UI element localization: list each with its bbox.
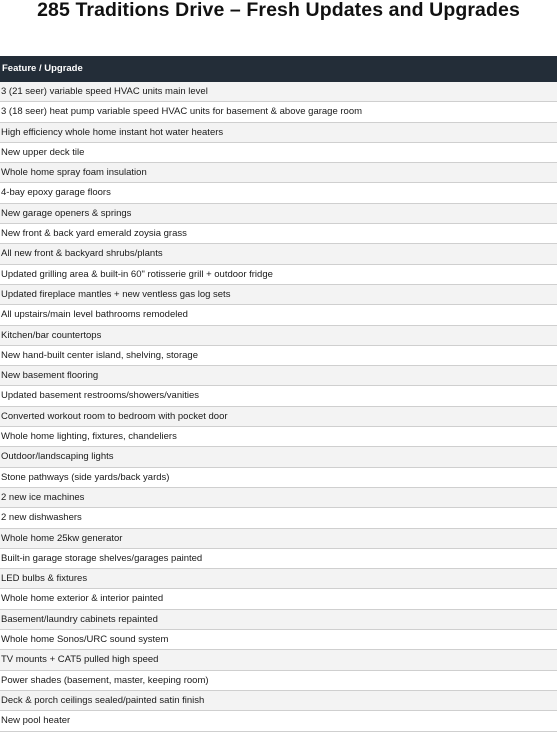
table-row: Power shades (basement, master, keeping room) [0,671,557,691]
table-row: Stone pathways (side yards/back yards) [0,468,557,488]
table-row: New hand-built center island, shelving, storage [0,346,557,366]
table-row: Whole home exterior & interior painted [0,589,557,609]
table-row: Whole home spray foam insulation [0,163,557,183]
table-row: New garage openers & springs [0,204,557,224]
table-row: Basement/laundry cabinets repainted [0,610,557,630]
table-row: Built-in garage storage shelves/garages painted [0,549,557,569]
table-row: Kitchen/bar countertops [0,326,557,346]
table-row: New upper deck tile [0,143,557,163]
table-row: New pool heater [0,711,557,731]
table-row: High efficiency whole home instant hot water heaters [0,123,557,143]
table-header: Feature / Upgrade [0,56,557,82]
table-row: TV mounts + CAT5 pulled high speed [0,650,557,670]
table-row: 2 new ice machines [0,488,557,508]
table-body [0,82,557,732]
table-row: Whole home 25kw generator [0,529,557,549]
table-row: All upstairs/main level bathrooms remodeled [0,305,557,325]
table-row: Updated basement restrooms/showers/vanities [0,386,557,406]
table-row: Whole home Sonos/URC sound system [0,630,557,650]
upgrades-table [0,56,557,732]
table-row: Outdoor/landscaping lights [0,447,557,467]
table-row: Deck & porch ceilings sealed/painted satin finish [0,691,557,711]
table-row: Whole home lighting, fixtures, chandeliers [0,427,557,447]
table-row: 2 new dishwashers [0,508,557,528]
table-row: 4-bay epoxy garage floors [0,183,557,203]
table-row: LED bulbs & fixtures [0,569,557,589]
table-row: 3 (18 seer) heat pump variable speed HVAC units for basement & above garage room [0,102,557,122]
table-row: New basement flooring [0,366,557,386]
table-row: All new front & backyard shrubs/plants [0,244,557,264]
table-row: Updated grilling area & built-in 60" rotisserie grill + outdoor fridge [0,265,557,285]
page-title: 285 Traditions Drive – Fresh Updates and Upgrades [37,0,520,21]
table-row: Converted workout room to bedroom with pocket door [0,407,557,427]
table-row: 3 (21 seer) variable speed HVAC units main level [0,82,557,102]
table-row: Updated fireplace mantles + new ventless gas log sets [0,285,557,305]
table-row: New front & back yard emerald zoysia grass [0,224,557,244]
